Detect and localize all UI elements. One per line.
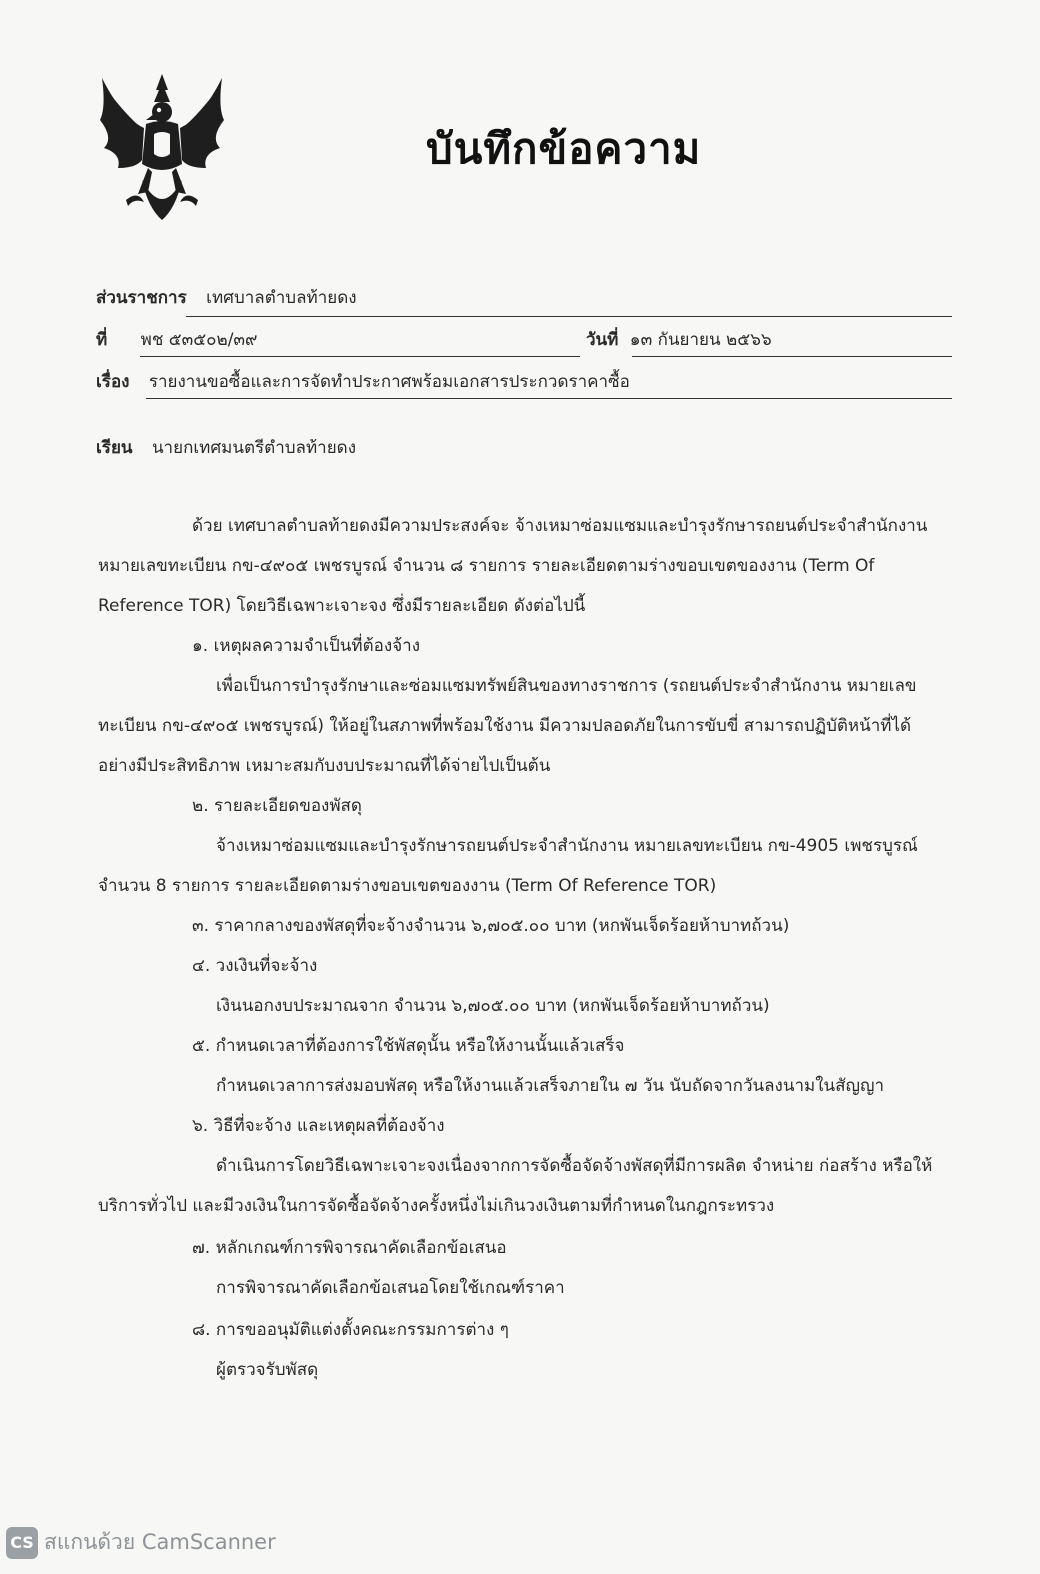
body-line: ทะเบียน กข-๔๙๐๕ เพชรบูรณ์) ให้อยู่ในสภาพที่พร้อมใช้งาน มีความปลอดภัยในการขับขี่ สามารถปฏิบัติหน้าที่ได้ xyxy=(98,716,912,736)
subject-value: รายงานขอซื้อและการจัดทำประกาศพร้อมเอกสารประกวดราคาซื้อ xyxy=(148,372,630,392)
section-heading: ๘. การขออนุมัติแต่งตั้งคณะกรรมการต่าง ๆ xyxy=(192,1320,509,1340)
body-line: ด้วย เทศบาลตำบลท้ายดงมีความประสงค์จะ จ้างเหมาซ่อมแซมและบำรุงรักษารถยนต์ประจำสำนักงาน xyxy=(192,516,928,536)
ref-value: พช ๕๓๕๐๒/๓๙ xyxy=(140,330,258,350)
section-heading: ๓. ราคากลางของพัสดุที่จะจ้างจำนวน ๖,๗๐๕.๐๐ บาท (หกพันเจ็ดร้อยห้าบาทถ้วน) xyxy=(192,916,790,936)
memo-title: บันทึกข้อความ xyxy=(426,124,702,173)
body-line: บริการทั่วไป และมีวงเงินในการจัดซื้อจัดจ้างครั้งหนึ่งไม่เกินวงเงินตามที่กำหนดในกฎกระทรวง xyxy=(98,1196,775,1216)
body-line: ผู้ตรวจรับพัสดุ xyxy=(216,1360,319,1380)
body-line: ดำเนินการโดยวิธีเฉพาะเจาะจงเนื่องจากการจัดซื้อจัดจ้างพัสดุที่มีการผลิต จำหน่าย ก่อสร้าง หรือให้ xyxy=(216,1156,933,1176)
agency-underline xyxy=(186,316,952,317)
body-line: อย่างมีประสิทธิภาพ เหมาะสมกับงบประมาณที่ได้จ่ายไปเป็นต้น xyxy=(98,756,551,776)
agency-label: ส่วนราชการ xyxy=(96,288,187,308)
section-heading: ๕. กำหนดเวลาที่ต้องการใช้พัสดุนั้น หรือให้งานนั้นแล้วเสร็จ xyxy=(192,1036,625,1056)
to-label: เรียน xyxy=(96,438,133,458)
agency-row xyxy=(96,284,357,311)
body-line: หมายเลขทะเบียน กข-๔๙๐๕ เพชรบูรณ์ จำนวน ๘ รายการ รายละเอียดตามร่างขอบเขตของงาน (Term Of xyxy=(98,556,875,576)
to-value: นายกเทศมนตรีตำบลท้ายดง xyxy=(151,438,357,458)
body-line: เพื่อเป็นการบำรุงรักษาและซ่อมแซมทรัพย์สินของทางราชการ (รถยนต์ประจำสำนักงาน หมายเลข xyxy=(216,676,917,696)
body-line: กำหนดเวลาการส่งมอบพัสดุ หรือให้งานแล้วเสร็จภายใน ๗ วัน นับถัดจากวันลงนามในสัญญา xyxy=(216,1076,885,1096)
ref-underline xyxy=(140,356,580,357)
ref-label: ที่ xyxy=(96,330,108,350)
section-heading: ๖. วิธีที่จะจ้าง และเหตุผลที่ต้องจ้าง xyxy=(192,1116,445,1136)
date-underline xyxy=(632,356,952,357)
body-line: Reference TOR) โดยวิธีเฉพาะเจาะจง ซึ่งมีรายละเอียด ดังต่อไปนี้ xyxy=(98,596,586,616)
body-line: จำนวน 8 รายการ รายละเอียดตามร่างขอบเขตของงาน (Term Of Reference TOR) xyxy=(98,876,717,896)
camscanner-text: สแกนด้วย CamScanner xyxy=(44,1530,276,1554)
ref-row xyxy=(96,326,258,353)
camscanner-watermark xyxy=(6,1526,276,1559)
date-row xyxy=(586,326,772,353)
subject-row xyxy=(96,368,630,395)
section-heading: ๑. เหตุผลความจำเป็นที่ต้องจ้าง xyxy=(192,636,420,656)
body-line: เงินนอกงบประมาณจาก จำนวน ๖,๗๐๕.๐๐ บาท (หกพันเจ็ดร้อยห้าบาทถ้วน) xyxy=(216,996,770,1016)
subject-underline xyxy=(146,398,952,399)
date-value: ๑๓ กันยายน ๒๕๖๖ xyxy=(629,330,772,350)
section-heading: ๗. หลักเกณฑ์การพิจารณาคัดเลือกข้อเสนอ xyxy=(192,1238,507,1258)
body-line: การพิจารณาคัดเลือกข้อเสนอโดยใช้เกณฑ์ราคา xyxy=(216,1278,565,1298)
camscanner-logo-icon: CS xyxy=(6,1527,38,1559)
agency-value: เทศบาลตำบลท้ายดง xyxy=(206,288,357,308)
garuda-emblem xyxy=(92,68,232,226)
body-line: จ้างเหมาซ่อมแซมและบำรุงรักษารถยนต์ประจำสำนักงาน หมายเลขทะเบียน กข-4905 เพชรบูรณ์ xyxy=(216,836,918,856)
section-heading: ๒. รายละเอียดของพัสดุ xyxy=(192,796,362,816)
subject-label: เรื่อง xyxy=(96,372,130,392)
date-label: วันที่ xyxy=(586,330,619,350)
to-row xyxy=(96,434,356,461)
section-heading: ๔. วงเงินที่จะจ้าง xyxy=(192,956,318,976)
